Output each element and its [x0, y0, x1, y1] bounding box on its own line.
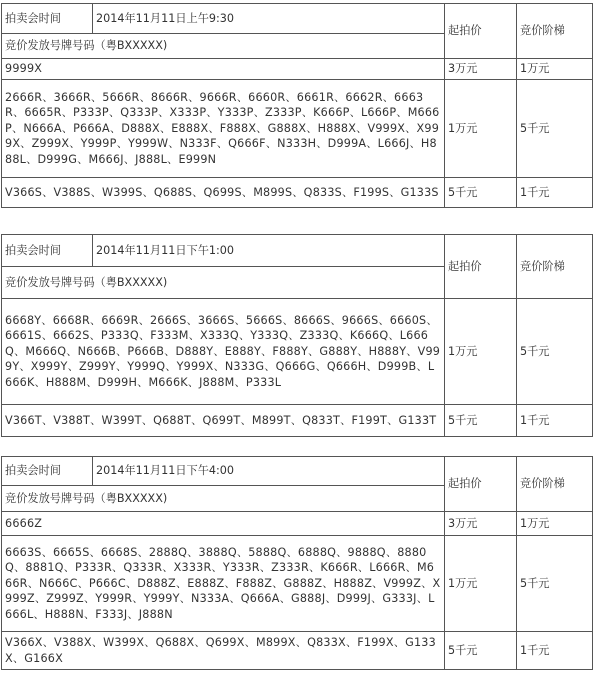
plate-numbers-header: 竞价发放号牌号码（粤BXXXXX): [2, 267, 445, 299]
start-price: 5千元: [445, 405, 517, 437]
plate-list: 9999X: [2, 59, 445, 80]
start-price: 1万元: [445, 536, 517, 632]
bid-step-header: 竞价阶梯: [517, 235, 593, 299]
time-label: 拍卖会时间: [2, 4, 93, 34]
plate-list: V366S、V388S、W399S、Q688S、Q699S、M899S、Q833S、F199S、G133S: [2, 178, 445, 208]
start-price: 5千元: [445, 632, 517, 670]
plate-list: V366T、V388T、W399T、Q688T、Q699T、M899T、Q833T、F199T、G133T: [2, 405, 445, 437]
start-price-header: 起拍价: [445, 235, 517, 299]
bid-step: 5千元: [517, 536, 593, 632]
bid-step: 5千元: [517, 299, 593, 405]
plate-list: 6668Y、6668R、6669R、2666S、3666S、5666S、8666S、9666S、6660S、6661S、6662S、P333Q、F333M、X333Q、Y333Q、Z333Q、K666Q、L666Q、M666Q、N666B、P666B、D888Y、E888Y、F888Y、G888Y、H888Y、V999Y、X999Y、Z999Y、Y999Q、Y999X、N333G、Q666G、Q666H、D999B、L666K、H888M、D999H、M666K、J888M、P333L: [2, 299, 445, 405]
start-price: 3万元: [445, 59, 517, 80]
bid-step: 1万元: [517, 59, 593, 80]
start-price: 1万元: [445, 299, 517, 405]
bid-step-header: 竞价阶梯: [517, 457, 593, 512]
start-price-header: 起拍价: [445, 4, 517, 59]
plate-numbers-header: 竞价发放号牌号码（粤BXXXXX): [2, 34, 445, 59]
plate-list: V366X、V388X、W399X、Q688X、Q699X、M899X、Q833X、F199X、G133X、G166X: [2, 632, 445, 670]
bid-step: 1万元: [517, 512, 593, 536]
auction-time: 2014年11月11日上午9:30: [93, 4, 445, 34]
time-label: 拍卖会时间: [2, 457, 93, 486]
plate-numbers-header: 竞价发放号牌号码（粤BXXXXX): [2, 486, 445, 512]
start-price: 1万元: [445, 80, 517, 178]
bid-step-header: 竞价阶梯: [517, 4, 593, 59]
auction-table-1: [1, 3, 593, 208]
bid-step: 1千元: [517, 632, 593, 670]
auction-time: 2014年11月11日下午1:00: [93, 235, 445, 267]
auction-time: 2014年11月11日下午4:00: [93, 457, 445, 486]
plate-list: 6663S、6665S、6668S、2888Q、3888Q、5888Q、6888Q、9888Q、8880Q、8881Q、P333R、Q333R、X333R、Y333R、Z333R、K666R、L666R、M666R、N666C、P666C、D888Z、E888Z、F888Z、G888Z、H888Z、V999Z、X999Z、Z999Z、Y999R、Y999Y、N333A、Q666A、G888J、D999J、G333J、L666L、H888N、F333J、J888N: [2, 536, 445, 632]
plate-list: 6666Z: [2, 512, 445, 536]
time-label: 拍卖会时间: [2, 235, 93, 267]
start-price-header: 起拍价: [445, 457, 517, 512]
start-price: 3万元: [445, 512, 517, 536]
bid-step: 5千元: [517, 80, 593, 178]
auction-table-3: [1, 456, 593, 670]
plate-list: 2666R、3666R、5666R、8666R、9666R、6660R、6661R、6662R、6663R、6665R、P333P、Q333P、X333P、Y333P、Z333P、K666P、L666P、M666P、N666A、P666A、D888X、E888X、F888X、G888X、H888X、V999X、X999X、Z999X、Y999P、Y999W、N333F、Q666F、N333H、D999A、L666J、H888L、D999G、M666J、J888L、E999N: [2, 80, 445, 178]
bid-step: 1千元: [517, 405, 593, 437]
auction-table-2: [1, 234, 593, 437]
start-price: 5千元: [445, 178, 517, 208]
bid-step: 1千元: [517, 178, 593, 208]
